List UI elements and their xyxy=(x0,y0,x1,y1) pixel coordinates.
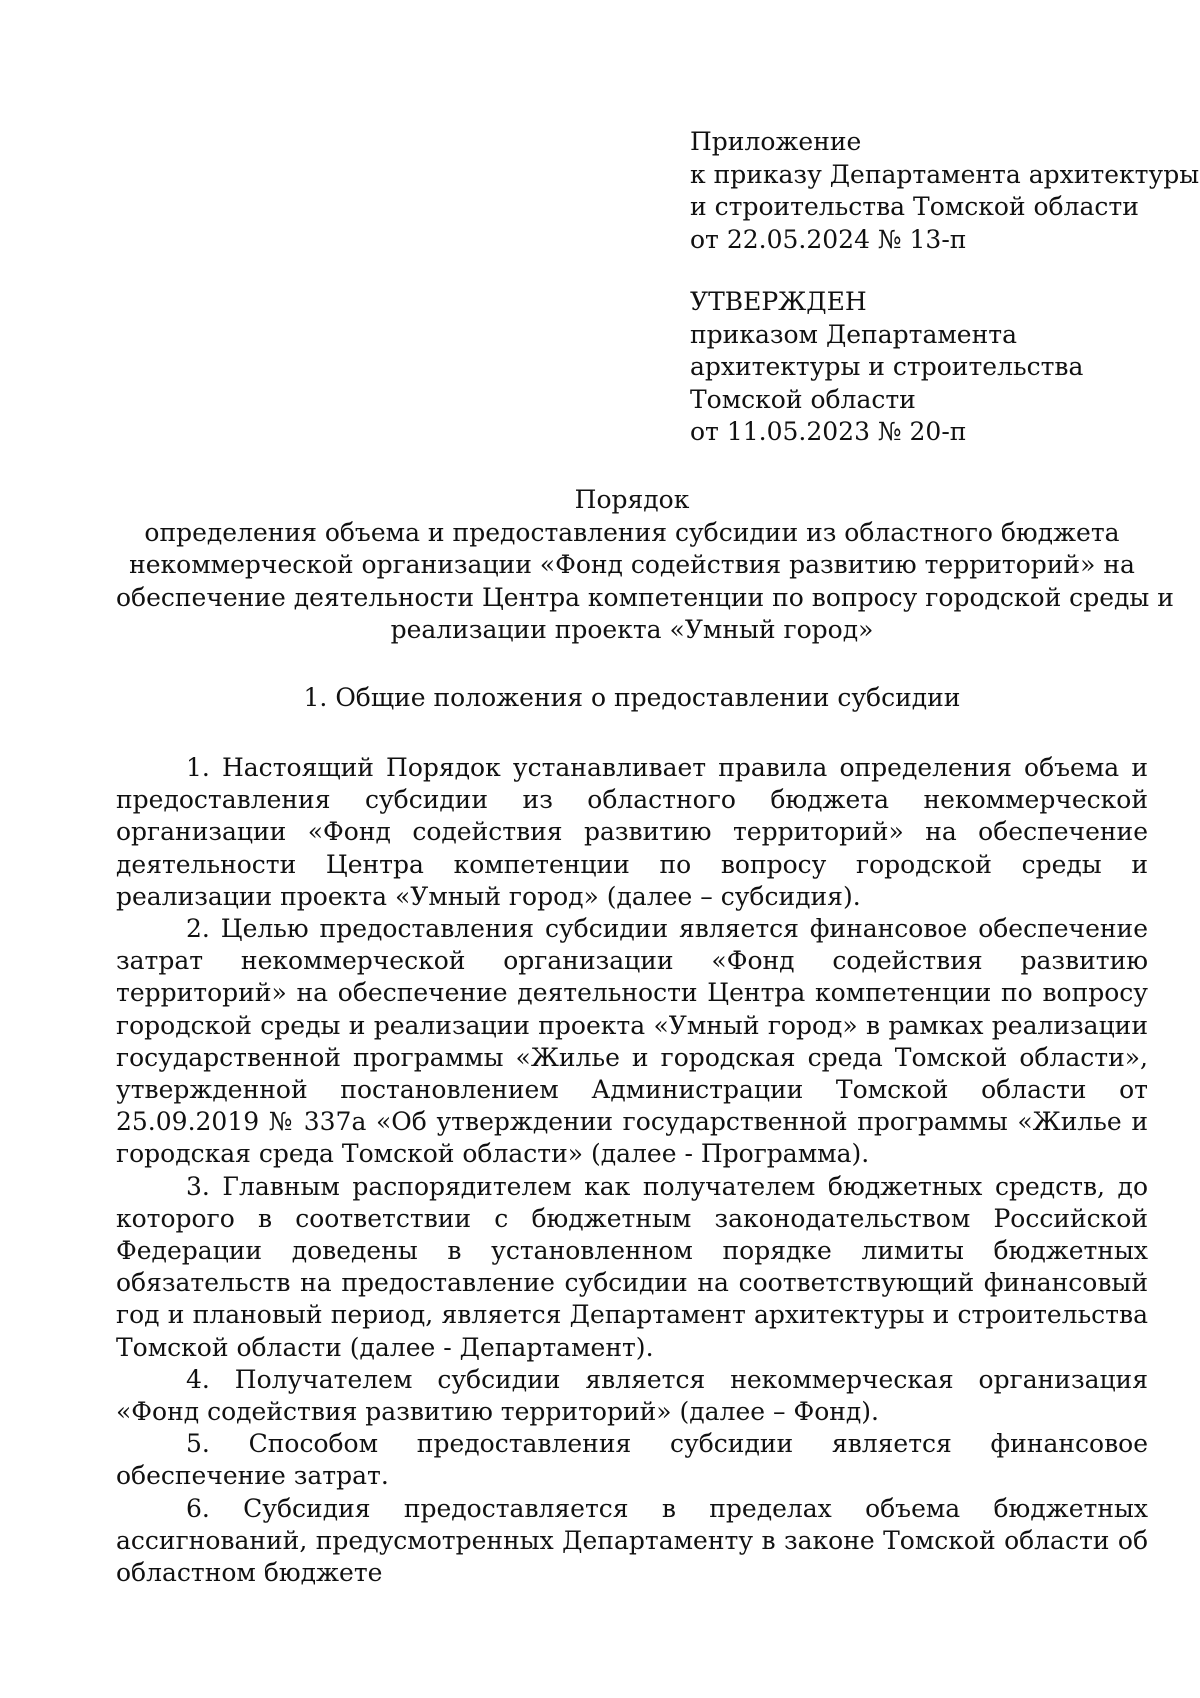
annex-line: от 22.05.2024 № 13-п xyxy=(690,224,967,254)
approved-line: Томской области xyxy=(690,384,916,414)
title-line: Порядок xyxy=(574,485,690,514)
title-line: некоммерческой организации «Фонд содействия развитию территорий» на xyxy=(129,550,1135,579)
paragraph: 3. Главным распорядителем как получателем бюджетных средств, до которого в соответствии с бюджетным законодательством Российской Федерации доведены в установленном порядке лимиты бюджетных обязательств на предоставление субсидии на соответствующий финансовый год и плановый период, является Департамент архитектуры и строительства Томской области (далее - Департамент). xyxy=(116,1171,1148,1362)
section-heading: 1. Общие положения о предоставлении субсидии xyxy=(303,683,961,712)
annex-block xyxy=(690,126,1200,449)
paragraph: 5. Способом предоставления субсидии является финансовое обеспечение затрат. xyxy=(116,1429,1148,1491)
title-line: реализации проекта «Умный город» xyxy=(390,615,874,644)
paragraph: 6. Субсидия предоставляется в пределах объема бюджетных ассигнований, предусмотренных Департаменту в законе Томской области об областном бюджете xyxy=(116,1493,1148,1588)
paragraph: 2. Целью предоставления субсидии является финансовое обеспечение затрат некоммерческой организации «Фонд содействия развитию территорий» на обеспечение деятельности Центра компетенции по вопросу городской среды и реализации проекта «Умный город» в рамках реализации государственной программы «Жилье и городская среда Томской области», утвержденной постановлением Администрации Томской области от 25.09.2019 № 337а «Об утверждении государственной программы «Жилье и городская среда Томской области» (далее - Программа). xyxy=(116,914,1148,1169)
title-line: определения объема и предоставления субсидии из областного бюджета xyxy=(144,517,1120,547)
title-line: обеспечение деятельности Центра компетенции по вопросу городской среды и xyxy=(116,582,1174,612)
approved-heading: УТВЕРЖДЕН xyxy=(690,287,867,316)
approved-line: архитектуры и строительства xyxy=(690,352,1084,381)
paragraph: 4. Получателем субсидии является некоммерческая организация «Фонд содействия развитию территорий» (далее – Фонд). xyxy=(116,1364,1148,1427)
annex-line: к приказу Департамента архитектуры xyxy=(690,159,1200,189)
paragraph: 1. Настоящий Порядок устанавливает правила определения объема и предоставления субсидии из областного бюджета некоммерческой организации «Фонд содействия развитию территорий» на обеспечение деятельности Центра компетенции по вопросу городской среды и реализации проекта «Умный город» (далее – субсидия). xyxy=(116,753,1148,911)
annex-line: Приложение xyxy=(690,127,862,156)
spacer xyxy=(690,256,1170,286)
document-title xyxy=(116,484,1174,647)
approved-line: от 11.05.2023 № 20-п xyxy=(690,417,967,446)
approved-line: приказом Департамента xyxy=(690,319,1018,349)
annex-line: и строительства Томской области xyxy=(690,192,1139,221)
document-body xyxy=(116,752,1148,1589)
